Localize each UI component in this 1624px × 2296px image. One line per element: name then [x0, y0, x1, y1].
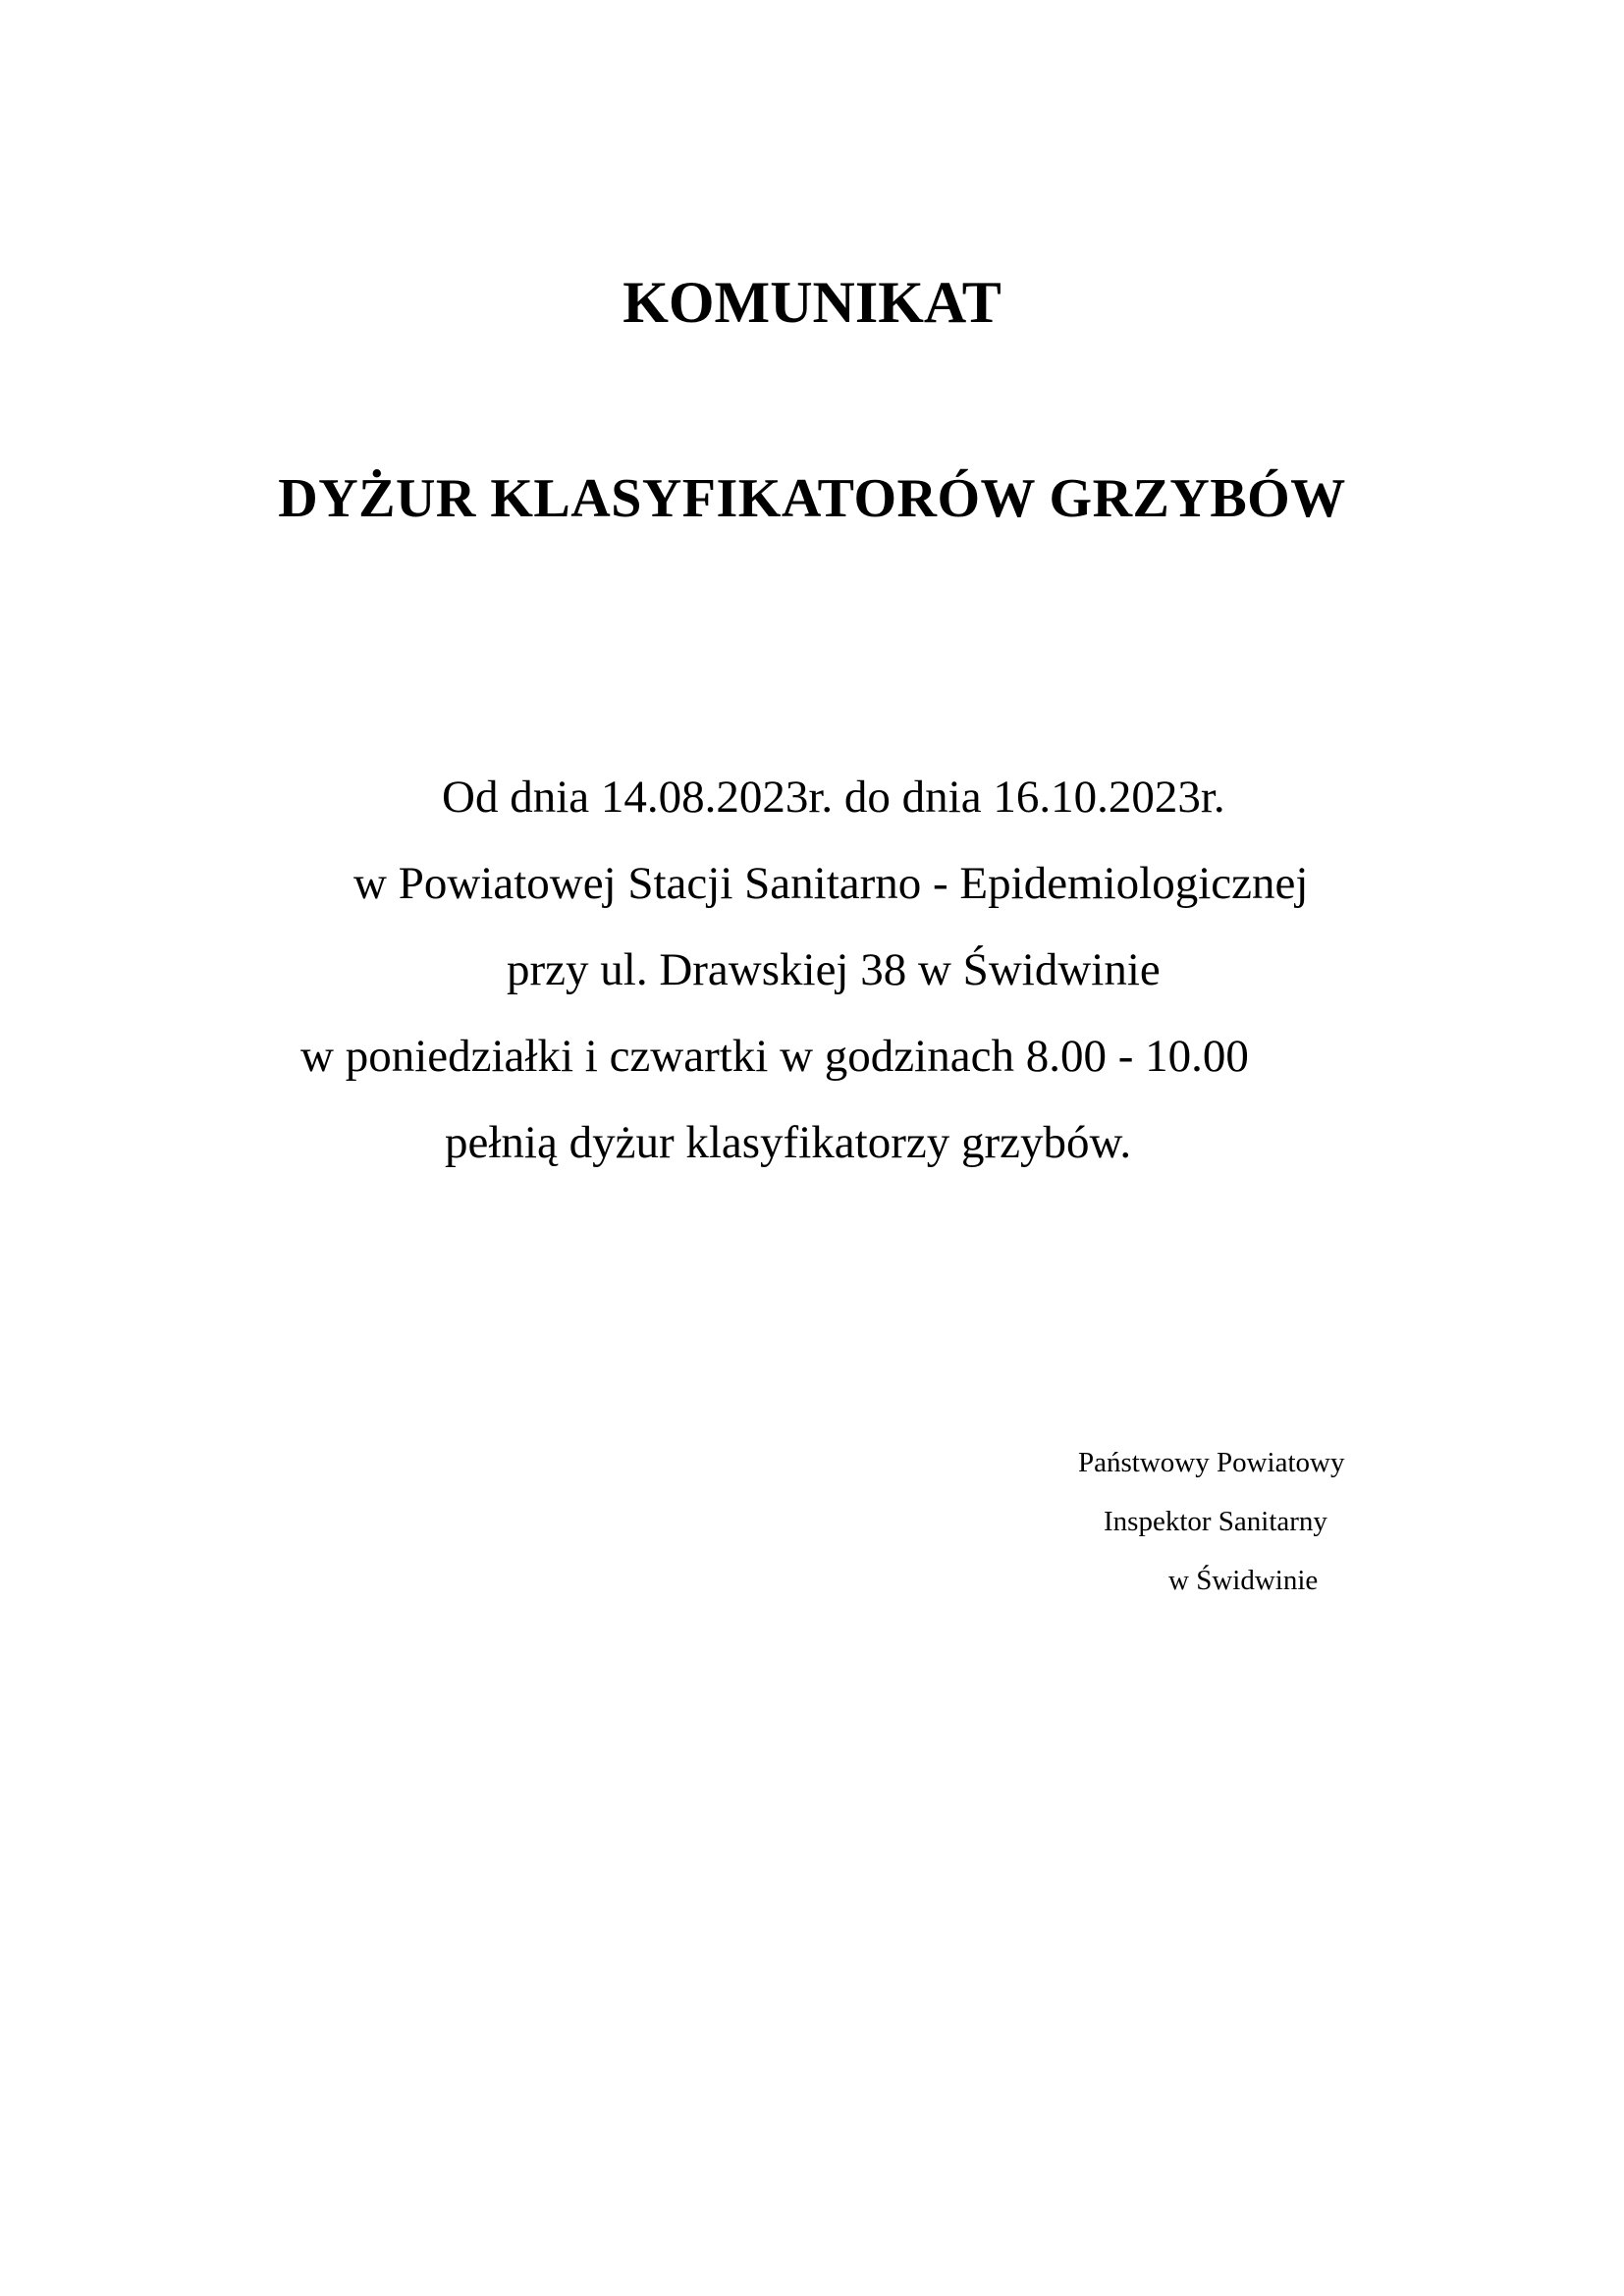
body-line-dates: Od dnia 14.08.2023r. do dnia 16.10.2023r. — [442, 772, 1225, 823]
signature-line-location: w Świdwinie — [1168, 1565, 1319, 1596]
signature-line-position: Inspektor Sanitarny — [1104, 1506, 1327, 1537]
body-line-address: przy ul. Drawskiej 38 w Świdwinie — [507, 944, 1161, 995]
body-line-duty: pełnią dyżur klasyfikatorzy grzybów. — [445, 1117, 1132, 1168]
signature-line-office: Państwowy Powiatowy — [1078, 1447, 1345, 1478]
document-subtitle: DYŻUR KLASYFIKATORÓW GRZYBÓW — [278, 468, 1346, 529]
document-title: KOMUNIKAT — [623, 270, 1001, 335]
body-line-institution: w Powiatowej Stacji Sanitarno - Epidemiologicznej — [353, 858, 1309, 909]
body-line-hours: w poniedziałki i czwartki w godzinach 8.00 - 10.00 — [300, 1031, 1249, 1082]
